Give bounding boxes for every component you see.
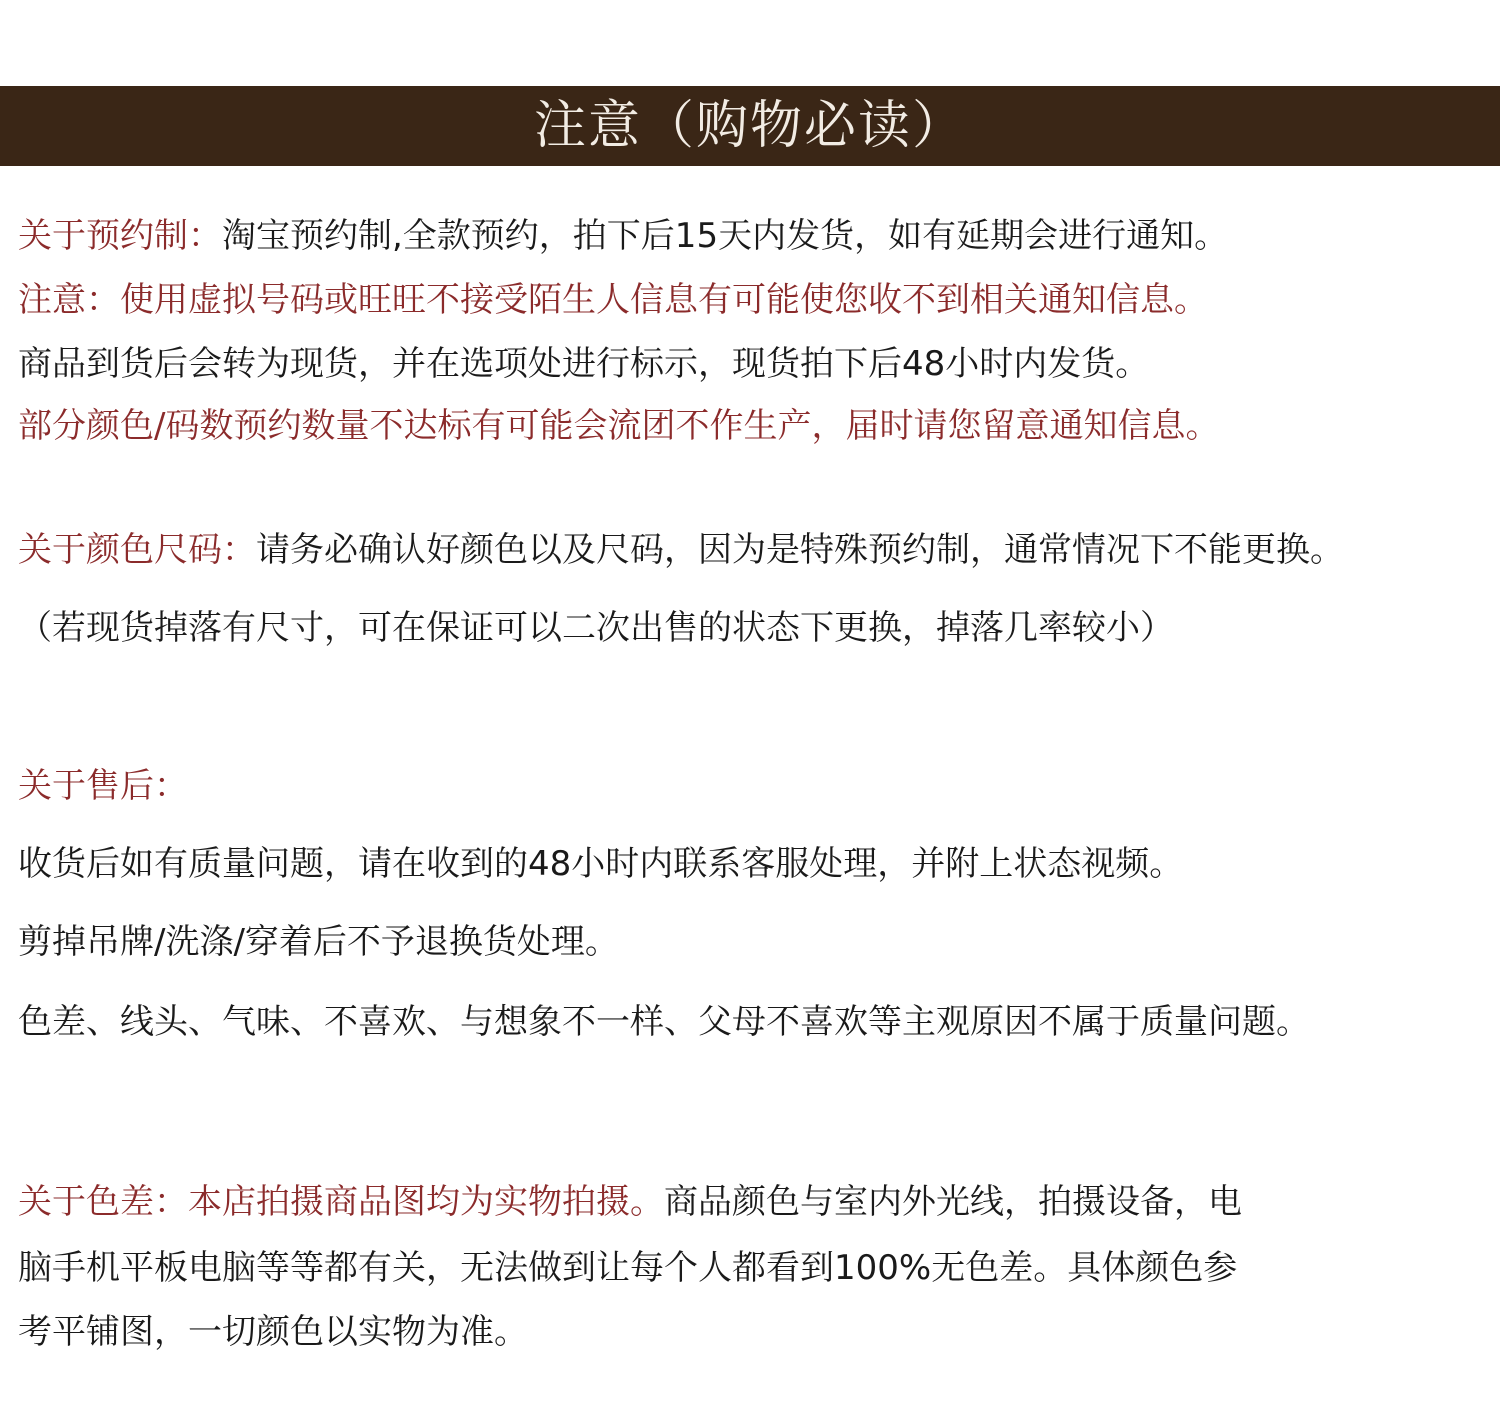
- color-diff-line-1: [18, 1182, 1242, 1222]
- preorder-text: 淘宝预约制,全款预约，拍下后15天内发货，如有延期会进行通知。: [222, 216, 1229, 256]
- preorder-line: [18, 216, 1228, 256]
- size-note-line: （若现货掉落有尺寸，可在保证可以二次出售的状态下更换，掉落几率较小）: [18, 608, 1174, 648]
- size-text: 请务必确认好颜色以及尺码，因为是特殊预约制，通常情况下不能更换。: [256, 530, 1344, 570]
- color-diff-label: 关于色差：本店拍摄商品图均为实物拍摄。: [18, 1182, 664, 1222]
- aftersale-line-2: 剪掉吊牌/洗涤/穿着后不予退换货处理。: [18, 922, 619, 962]
- aftersale-line-1: 收货后如有质量问题，请在收到的48小时内联系客服处理，并附上状态视频。: [18, 844, 1184, 884]
- size-label: 关于颜色尺码：: [18, 530, 256, 570]
- size-line: [18, 530, 1344, 570]
- color-diff-line-3: 考平铺图，一切颜色以实物为准。: [18, 1312, 528, 1352]
- aftersale-line-3: 色差、线头、气味、不喜欢、与想象不一样、父母不喜欢等主观原因不属于质量问题。: [18, 1002, 1310, 1042]
- color-diff-text-1: 商品颜色与室内外光线，拍摄设备，电: [664, 1182, 1242, 1222]
- title-banner: [0, 86, 1500, 166]
- color-diff-line-2: 脑手机平板电脑等等都有关，无法做到让每个人都看到100%无色差。具体颜色参: [18, 1248, 1238, 1288]
- preorder-label: 关于预约制：: [18, 216, 222, 256]
- aftersale-label: 关于售后：: [18, 766, 188, 806]
- group-line: 部分颜色/码数预约数量不达标有可能会流团不作生产，届时请您留意通知信息。: [18, 406, 1220, 446]
- banner-title: 注意（购物必读）: [533, 96, 966, 156]
- stock-line: 商品到货后会转为现货，并在选项处进行标示，现货拍下后48小时内发货。: [18, 344, 1150, 384]
- notice-line: 注意：使用虚拟号码或旺旺不接受陌生人信息有可能使您收不到相关通知信息。: [18, 280, 1208, 320]
